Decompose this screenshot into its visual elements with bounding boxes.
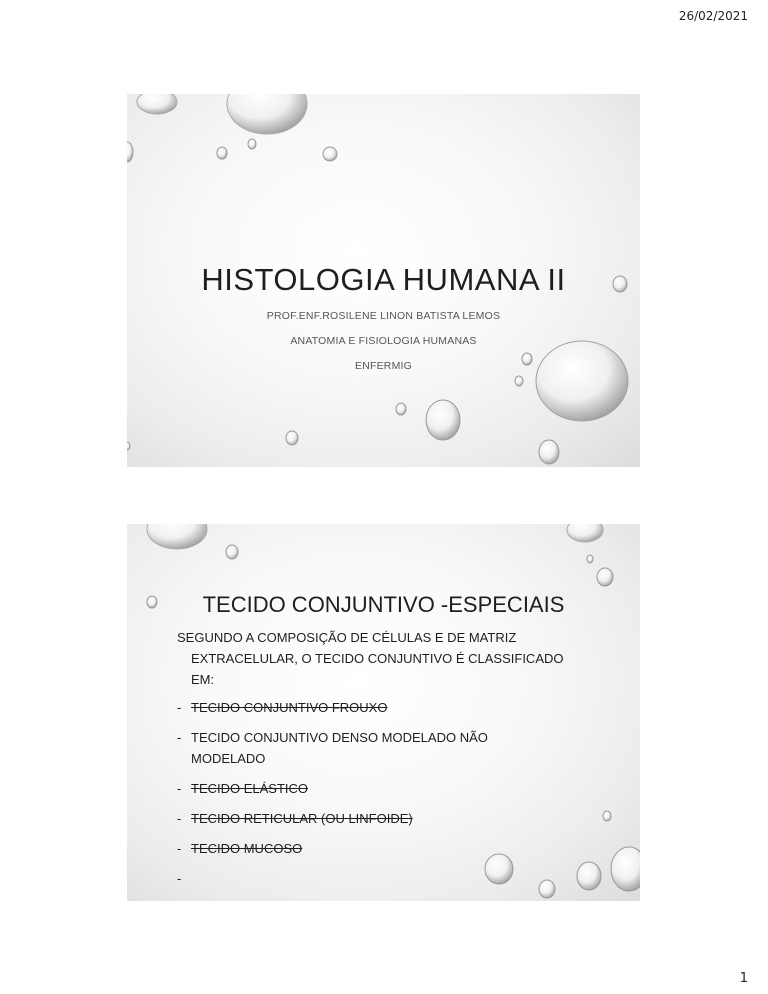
- list-dash: -: [177, 811, 182, 826]
- list-dash: -: [177, 700, 182, 715]
- slide-1-course: ANATOMIA E FISIOLOGIA HUMANAS: [290, 335, 477, 347]
- list-item: [177, 808, 617, 829]
- list-dash: -: [177, 781, 182, 796]
- page-date: 26/02/2021: [678, 9, 748, 23]
- list-item: [177, 838, 617, 859]
- intro-line-2: EXTRACELULAR, O TECIDO CONJUNTIVO É CLASSIFICADO: [191, 651, 564, 666]
- slide-2-body: [177, 627, 617, 898]
- list-dash: -: [177, 730, 182, 745]
- tissue-type-list: [177, 697, 617, 889]
- slide-2-intro-paragraph: [177, 627, 617, 690]
- list-item-text: TECIDO CONJUNTIVO DENSO MODELADO NÃO MODELADO: [191, 730, 488, 766]
- list-item: [177, 697, 617, 718]
- list-dash: -: [177, 871, 182, 886]
- slide-1-institution: ENFERMIG: [354, 360, 413, 372]
- list-item: [177, 868, 617, 889]
- slide-2-content-slide: [127, 524, 640, 901]
- list-item-text: TECIDO ELÁSTICO: [191, 781, 309, 796]
- page-number: 1: [739, 971, 748, 986]
- slide-1-title: HISTOLOGIA HUMANA II: [201, 262, 566, 297]
- list-item-text: TECIDO CONJUNTIVO FROUXO: [191, 700, 388, 715]
- intro-line-1: SEGUNDO A COMPOSIÇÃO DE CÉLULAS E DE MATRIZ: [177, 630, 517, 645]
- slide-1-title-slide: [127, 94, 640, 467]
- intro-line-3: EM:: [191, 672, 215, 687]
- list-item-text: TECIDO MUCOSO: [191, 841, 303, 856]
- list-item-text: TECIDO RETICULAR (OU LINFOIDE): [191, 811, 413, 826]
- list-dash: -: [177, 841, 182, 856]
- slide-2-title: TECIDO CONJUNTIVO -ESPECIAIS: [202, 592, 565, 617]
- slide-1-author: PROF.ENF.ROSILENE LINON BATISTA LEMOS: [266, 310, 501, 322]
- list-item: [177, 778, 617, 799]
- list-item: [177, 727, 617, 769]
